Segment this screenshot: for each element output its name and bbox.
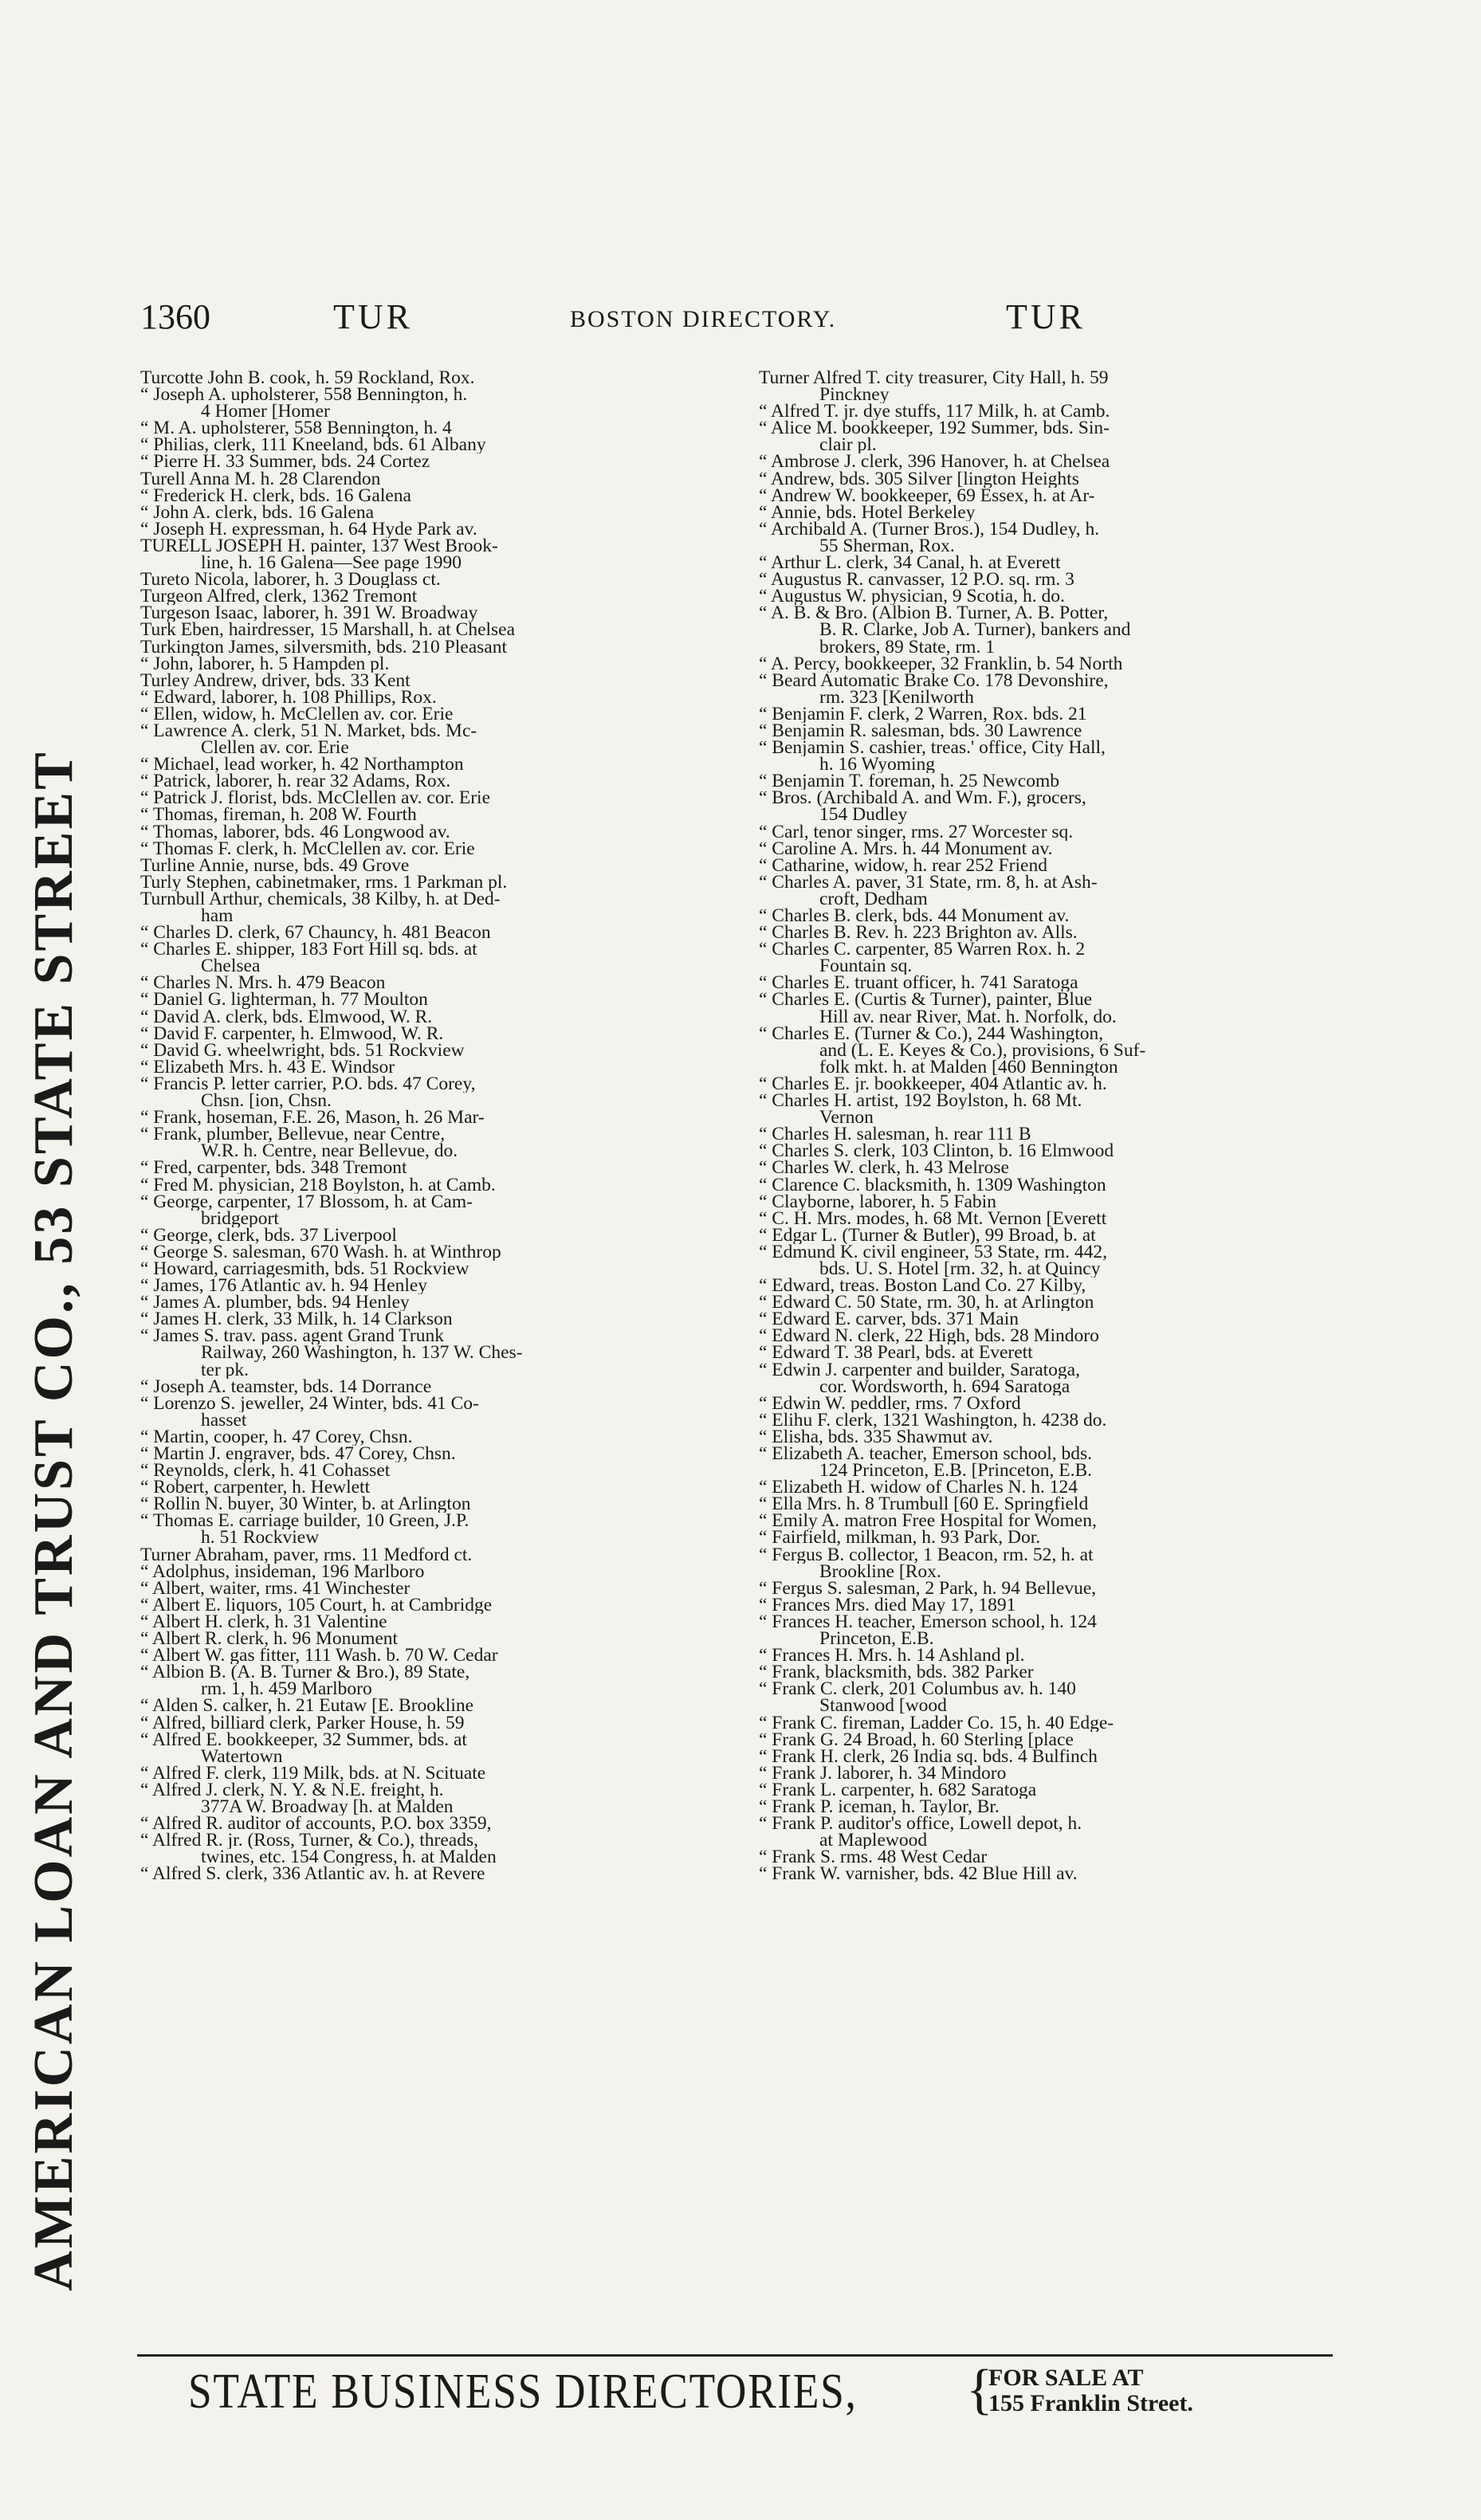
directory-entry-line: “ Howard, carriagesmith, bds. 51 Rockview xyxy=(140,1260,469,1278)
directory-entry-line: “ Albert, waiter, rms. 41 Winchester xyxy=(140,1580,411,1597)
directory-entry-line: “ Alfred F. clerk, 119 Milk, bds. at N. Scituate xyxy=(140,1764,486,1782)
directory-entry-line: “ Edward, treas. Boston Land Co. 27 Kilby, xyxy=(759,1278,1086,1295)
directory-entry-line: “ Joseph H. expressman, h. 64 Hyde Park av. xyxy=(140,520,477,538)
directory-entry-line: ham xyxy=(201,908,234,925)
directory-entry-line: “ Augustus R. canvasser, 12 P.O. sq. rm. 3 xyxy=(759,571,1074,589)
directory-entry-line: “ David F. carpenter, h. Elmwood, W. R. xyxy=(140,1025,444,1042)
directory-entry-line: Chsn. [ion, Chsn. xyxy=(201,1093,332,1110)
directory-entry-line: “ Ambrose J. clerk, 396 Hanover, h. at Chelsea xyxy=(759,453,1110,471)
directory-entry-line: “ Frank C. clerk, 201 Columbus av. h. 140 xyxy=(759,1681,1076,1698)
directory-entry-line: “ Pierre H. 33 Summer, bds. 24 Cortez xyxy=(140,453,430,471)
directory-entry-line: “ Charles B. Rev. h. 223 Brighton av. Alls. xyxy=(759,924,1078,942)
directory-entry-line: Railway, 260 Washington, h. 137 W. Ches- xyxy=(201,1344,523,1362)
directory-entry-line: Chelsea xyxy=(201,958,261,975)
directory-entry-line: “ C. H. Mrs. modes, h. 68 Mt. Vernon [Everett xyxy=(759,1210,1107,1227)
directory-entry-line: “ Frank G. 24 Broad, h. 60 Sterling [place xyxy=(759,1731,1074,1749)
directory-entry-line: Fountain sq. xyxy=(819,958,913,975)
directory-entry-line: “ David G. wheelwright, bds. 51 Rockview xyxy=(140,1042,465,1059)
directory-entry-line: Tureto Nicola, laborer, h. 3 Douglass ct. xyxy=(140,571,441,589)
directory-entry-line: “ Elisha, bds. 335 Shawmut av. xyxy=(759,1428,993,1446)
directory-entry-line: “ Charles A. paver, 31 State, rm. 8, h. at Ash- xyxy=(759,873,1098,891)
directory-entry-line: “ Benjamin S. cashier, treas.' office, City Hall, xyxy=(759,740,1106,757)
directory-entry-line: at Maplewood xyxy=(819,1832,928,1850)
directory-entry-line: “ Alfred, billiard clerk, Parker House, h. 59 xyxy=(140,1714,465,1732)
directory-entry-line: “ Frances H. teacher, Emerson school, h. 124 xyxy=(759,1613,1097,1631)
directory-entry-line: “ Alden S. calker, h. 21 Eutaw [E. Brookline xyxy=(140,1698,474,1715)
directory-entry-line: “ Albert W. gas fitter, 111 Wash. b. 70 W. Cedar xyxy=(140,1647,498,1665)
directory-entry-line: “ Fergus B. collector, 1 Beacon, rm. 52, h. at xyxy=(759,1546,1094,1564)
directory-entry-line: “ Andrew W. bookkeeper, 69 Essex, h. at Ar- xyxy=(759,487,1095,504)
directory-entry-line: “ Fairfield, milkman, h. 93 Park, Dor. xyxy=(759,1529,1041,1547)
directory-entry-line: “ Albert E. liquors, 105 Court, h. at Cambridge xyxy=(140,1596,493,1614)
directory-entry-line: “ Ellen, widow, h. McClellen av. cor. Erie xyxy=(140,705,454,723)
directory-entry-line: h. 51 Rockview xyxy=(201,1529,320,1547)
directory-entry-line: “ Frances H. Mrs. h. 14 Ashland pl. xyxy=(759,1647,1025,1665)
directory-entry-line: clair pl. xyxy=(819,437,877,454)
directory-entry-line: h. 16 Wyoming xyxy=(819,756,936,774)
directory-entry-line: “ Joseph A. upholsterer, 558 Bennington, h. xyxy=(140,387,468,404)
directory-entry-line: Turk Eben, hairdresser, 15 Marshall, h. at Chelsea xyxy=(140,622,516,639)
directory-entry-line: “ Ella Mrs. h. 8 Trumbull [60 E. Springfield xyxy=(759,1496,1089,1513)
directory-entry-line: 377A W. Broadway [h. at Malden xyxy=(201,1798,454,1816)
directory-entry-line: “ Alfred S. clerk, 336 Atlantic av. h. at Revere xyxy=(140,1866,485,1883)
directory-entry-line: “ Clarence C. blacksmith, h. 1309 Washington xyxy=(759,1176,1106,1194)
directory-entry-line: “ Philias, clerk, 111 Kneeland, bds. 61 Albany xyxy=(140,437,486,454)
directory-entry-line: W.R. h. Centre, near Bellevue, do. xyxy=(201,1143,458,1160)
directory-entry-line: “ Alfred E. bookkeeper, 32 Summer, bds. at xyxy=(140,1731,467,1749)
side-advertisement-banner: AMERICAN LOAN AND TRUST CO., 53 STATE STREET xyxy=(23,750,84,2291)
directory-entry-line: “ Michael, lead worker, h. 42 Northampton xyxy=(140,756,464,774)
directory-entry-line: “ Charles S. clerk, 103 Clinton, b. 16 Elmwood xyxy=(759,1143,1114,1160)
directory-entry-line: “ Edward T. 38 Pearl, bds. at Everett xyxy=(759,1344,1033,1362)
directory-entry-line: 124 Princeton, E.B. [Princeton, E.B. xyxy=(819,1462,1093,1480)
directory-entry-line: “ Frederick H. clerk, bds. 16 Galena xyxy=(140,487,411,504)
directory-entry-line: “ James S. trav. pass. agent Grand Trunk xyxy=(140,1328,444,1345)
directory-entry-line: “ Elizabeth A. teacher, Emerson school, bds. xyxy=(759,1446,1093,1463)
directory-entry-line: “ Charles W. clerk, h. 43 Melrose xyxy=(759,1160,1009,1177)
directory-entry-line: TURELL JOSEPH H. painter, 137 West Brook- xyxy=(140,537,498,555)
directory-entry-line: “ Edward E. carver, bds. 371 Main xyxy=(759,1311,1019,1329)
directory-entry-line: Turner Abraham, paver, rms. 11 Medford ct. xyxy=(140,1546,473,1564)
directory-entry-line: Turner Alfred T. city treasurer, City Hall, h. 59 xyxy=(759,370,1109,387)
directory-entry-line: “ Charles H. salesman, h. rear 111 B xyxy=(759,1126,1031,1144)
directory-entry-line: “ James, 176 Atlantic av. h. 94 Henley xyxy=(140,1278,428,1295)
directory-entry-line: “ Edward C. 50 State, rm. 30, h. at Arlington xyxy=(759,1294,1094,1312)
directory-entry-line: “ Elizabeth H. widow of Charles N. h. 124 xyxy=(759,1479,1078,1497)
directory-entry-line: “ Rollin N. buyer, 30 Winter, b. at Arlington xyxy=(140,1496,471,1513)
directory-entry-line: “ M. A. upholsterer, 558 Bennington, h. 4 xyxy=(140,420,452,438)
footer-sale-notice xyxy=(988,2365,1193,2416)
directory-entry-line: “ Elihu F. clerk, 1321 Washington, h. 4238 do. xyxy=(759,1411,1107,1429)
directory-entry-line: brokers, 89 State, rm. 1 xyxy=(819,638,995,656)
directory-entry-line: “ Patrick, laborer, h. rear 32 Adams, Rox. xyxy=(140,773,451,791)
directory-entry-line: B. R. Clarke, Job A. Turner), bankers and xyxy=(819,622,1131,639)
directory-entry-line: “ Martin, cooper, h. 47 Corey, Chsn. xyxy=(140,1428,413,1446)
directory-entry-line: “ John A. clerk, bds. 16 Galena xyxy=(140,504,375,521)
directory-entry-line: line, h. 16 Galena—See page 1990 xyxy=(201,555,462,572)
directory-entry-line: “ Charles H. artist, 192 Boylston, h. 68 Mt. xyxy=(759,1093,1082,1110)
directory-entry-line: Turell Anna M. h. 28 Clarendon xyxy=(140,470,381,488)
directory-entry-line: “ Charles E. truant officer, h. 741 Saratoga xyxy=(759,975,1078,992)
directory-entry-line: “ Carl, tenor singer, rms. 27 Worcester sq. xyxy=(759,823,1074,841)
directory-entry-line: bridgeport xyxy=(201,1210,279,1227)
directory-entry-line: 4 Homer [Homer xyxy=(201,403,330,421)
directory-entry-line: “ Alfred R. auditor of accounts, P.O. box 3359, xyxy=(140,1815,492,1833)
directory-entry-line: “ George S. salesman, 670 Wash. h. at Winthrop xyxy=(140,1243,501,1261)
directory-entry-line: Hill av. near River, Mat. h. Norfolk, do. xyxy=(819,1008,1117,1026)
directory-entry-line: “ Alice M. bookkeeper, 192 Summer, bds. Sin- xyxy=(759,420,1110,438)
directory-entry-line: “ Lawrence A. clerk, 51 N. Market, bds. Mc- xyxy=(140,722,477,740)
directory-entry-line: “ Charles B. clerk, bds. 44 Monument av. xyxy=(759,908,1070,925)
directory-entry-line: “ Charles N. Mrs. h. 479 Beacon xyxy=(140,975,386,992)
directory-entry-line: “ Alfred T. jr. dye stuffs, 117 Milk, h. at Camb. xyxy=(759,403,1110,421)
directory-entry-line: “ Catharine, widow, h. rear 252 Friend xyxy=(759,857,1047,874)
directory-entry-line: “ Reynolds, clerk, h. 41 Cohasset xyxy=(140,1462,391,1480)
directory-entry-line: rm. 323 [Kenilworth xyxy=(819,689,974,706)
directory-entry-line: “ Thomas, laborer, bds. 46 Longwood av. xyxy=(140,823,450,841)
directory-entry-line: “ George, carpenter, 17 Blossom, h. at Cam- xyxy=(140,1193,473,1211)
directory-entry-line: Turley Andrew, driver, bds. 33 Kent xyxy=(140,672,411,689)
directory-entry-line: Vernon xyxy=(819,1109,874,1127)
left-running-head: TUR xyxy=(333,297,413,336)
directory-entry-line: “ Albert R. clerk, h. 96 Monument xyxy=(140,1631,399,1648)
directory-entry-line: “ Frances Mrs. died May 17, 1891 xyxy=(759,1596,1016,1614)
directory-entry-line: “ A. B. & Bro. (Albion B. Turner, A. B. Potter, xyxy=(759,605,1109,622)
directory-entry-line: “ Andrew, bds. 305 Silver [lington Heights xyxy=(759,470,1079,488)
directory-entry-line: “ Francis P. letter carrier, P.O. bds. 47 Corey, xyxy=(140,1075,476,1093)
directory-entry-line: croft, Dedham xyxy=(819,890,928,908)
footer-brace: { xyxy=(966,2359,993,2420)
directory-entry-line: Stanwood [wood xyxy=(819,1698,947,1715)
page-title: BOSTON DIRECTORY. xyxy=(570,306,837,332)
directory-entry-line: “ Edgar L. (Turner & Butler), 99 Broad, b. at xyxy=(759,1227,1096,1244)
footer-rule xyxy=(137,2354,1333,2357)
directory-entry-line: 55 Sherman, Rox. xyxy=(819,537,955,555)
directory-entry-line: “ David A. clerk, bds. Elmwood, W. R. xyxy=(140,1008,433,1026)
directory-entry-line: “ Edmund K. civil engineer, 53 State, rm. 442, xyxy=(759,1243,1107,1261)
directory-entry-line: “ Frank P. auditor's office, Lowell depot, h. xyxy=(759,1815,1082,1833)
directory-entry-line: “ Emily A. matron Free Hospital for Women, xyxy=(759,1513,1097,1530)
directory-entry-line: “ James A. plumber, bds. 94 Henley xyxy=(140,1294,410,1312)
directory-entry-line: “ Beard Automatic Brake Co. 178 Devonshire, xyxy=(759,672,1109,689)
directory-entry-line: hasset xyxy=(201,1411,247,1429)
directory-entry-line: “ Alfred R. jr. (Ross, Turner, & Co.), threads, xyxy=(140,1832,478,1850)
directory-entry-line: “ Charles D. clerk, 67 Chauncy, h. 481 Beacon xyxy=(140,924,491,942)
directory-entry-line: “ Thomas E. carriage builder, 10 Green, J.P. xyxy=(140,1513,469,1530)
directory-entry-line: “ Frank, blacksmith, bds. 382 Parker xyxy=(759,1664,1034,1682)
directory-entry-line: ter pk. xyxy=(201,1361,249,1379)
directory-entry-line: “ Caroline A. Mrs. h. 44 Monument av. xyxy=(759,840,1053,858)
directory-entry-line: Pinckney xyxy=(819,387,890,404)
directory-entry-line: “ Frank, hoseman, F.E. 26, Mason, h. 26 Mar- xyxy=(140,1109,485,1127)
directory-entry-line: “ Frank L. carpenter, h. 682 Saratoga xyxy=(759,1781,1037,1799)
directory-entry-line: “ John, laborer, h. 5 Hampden pl. xyxy=(140,655,390,673)
directory-entry-line: folk mkt. h. at Malden [460 Bennington xyxy=(819,1058,1118,1076)
directory-entry-line: “ Clayborne, laborer, h. 5 Fabin xyxy=(759,1193,996,1211)
directory-entry-line: twines, etc. 154 Congress, h. at Malden xyxy=(201,1849,497,1866)
directory-entry-line: “ Adolphus, insideman, 196 Marlboro xyxy=(140,1563,425,1580)
footer-sale-line2: 155 Franklin Street. xyxy=(988,2390,1193,2416)
directory-entry-line: Clellen av. cor. Erie xyxy=(201,740,349,757)
directory-entry-line: “ Charles E. shipper, 183 Fort Hill sq. bds. at xyxy=(140,941,477,959)
page-number: 1360 xyxy=(140,297,210,336)
directory-entry-line: Turkington James, silversmith, bds. 210 Pleasant xyxy=(140,638,507,656)
directory-entry-line: “ Charles C. carpenter, 85 Warren Rox. h. 2 xyxy=(759,941,1086,959)
directory-entry-line: “ Frank J. laborer, h. 34 Mindoro xyxy=(759,1764,1007,1782)
directory-entry-line: “ Fred M. physician, 218 Boylston, h. at Camb. xyxy=(140,1176,496,1194)
directory-entry-line: “ Annie, bds. Hotel Berkeley xyxy=(759,504,976,521)
directory-entry-line: “ Albert H. clerk, h. 31 Valentine xyxy=(140,1613,387,1631)
directory-entry-line: “ Frank P. iceman, h. Taylor, Br. xyxy=(759,1798,1000,1816)
directory-entry-line: “ Charles E. (Curtis & Turner), painter, Blue xyxy=(759,991,1093,1009)
directory-entry-line: “ Frank H. clerk, 26 India sq. bds. 4 Bulfinch xyxy=(759,1748,1098,1765)
directory-entry-line: “ Martin J. engraver, bds. 47 Corey, Chsn. xyxy=(140,1446,456,1463)
directory-entry-line: “ Bros. (Archibald A. and Wm. F.), grocers, xyxy=(759,790,1086,807)
directory-entry-line: “ Frank W. varnisher, bds. 42 Blue Hill av. xyxy=(759,1866,1078,1883)
right-column xyxy=(759,370,1333,1882)
directory-entry-line: rm. 1, h. 459 Marlboro xyxy=(201,1681,372,1698)
directory-entry-line: “ Frank, plumber, Bellevue, near Centre, xyxy=(140,1126,446,1144)
directory-entry-line: bds. U. S. Hotel [rm. 32, h. at Quincy xyxy=(819,1260,1101,1278)
directory-entry-line: Turnbull Arthur, chemicals, 38 Kilby, h. at Ded- xyxy=(140,890,501,908)
directory-entry-line: “ Frank C. fireman, Ladder Co. 15, h. 40 Edge- xyxy=(759,1714,1114,1732)
directory-entry-line: and (L. E. Keyes & Co.), provisions, 6 Suf- xyxy=(819,1042,1146,1059)
directory-entry-line: “ Edwin J. carpenter and builder, Saratoga, xyxy=(759,1361,1080,1379)
directory-entry-line: “ Archibald A. (Turner Bros.), 154 Dudley, h. xyxy=(759,520,1100,538)
directory-entry-line: “ Arthur L. clerk, 34 Canal, h. at Everett xyxy=(759,555,1061,572)
directory-entry-line: Turline Annie, nurse, bds. 49 Grove xyxy=(140,857,410,874)
directory-entry-line: “ Edwin W. peddler, rms. 7 Oxford xyxy=(759,1395,1021,1412)
directory-entry-line: “ Edward N. clerk, 22 High, bds. 28 Mindoro xyxy=(759,1328,1099,1345)
footer-advertisement: STATE BUSINESS DIRECTORIES, xyxy=(188,2365,858,2419)
directory-entry-line: “ Thomas F. clerk, h. McClellen av. cor. Erie xyxy=(140,840,475,858)
directory-entry-line: “ Alfred J. clerk, N. Y. & N.E. freight, h. xyxy=(140,1781,444,1799)
directory-entry-line: Brookline [Rox. xyxy=(819,1563,941,1580)
directory-entry-line: Princeton, E.B. xyxy=(819,1631,934,1648)
footer-sale-line1: FOR SALE AT xyxy=(988,2365,1144,2391)
left-column xyxy=(140,370,757,1882)
directory-entry-line: “ Fergus S. salesman, 2 Park, h. 94 Bellevue, xyxy=(759,1580,1097,1597)
directory-entry-line: “ Joseph A. teamster, bds. 14 Dorrance xyxy=(140,1378,432,1395)
directory-entry-line: 154 Dudley xyxy=(819,807,908,824)
directory-entry-line: “ Fred, carpenter, bds. 348 Tremont xyxy=(140,1160,407,1177)
directory-entry-line: “ Patrick J. florist, bds. McClellen av. cor. Erie xyxy=(140,790,490,807)
directory-entry-line: “ George, clerk, bds. 37 Liverpool xyxy=(140,1227,397,1244)
directory-entry-line: Watertown xyxy=(201,1748,283,1765)
directory-entry-line: “ A. Percy, bookkeeper, 32 Franklin, b. 54 North xyxy=(759,655,1123,673)
directory-entry-line: “ Lorenzo S. jeweller, 24 Winter, bds. 41 Co- xyxy=(140,1395,479,1412)
directory-entry-line: “ Elizabeth Mrs. h. 43 E. Windsor xyxy=(140,1058,395,1076)
right-running-head: TUR xyxy=(1006,297,1086,336)
directory-entry-line: “ Albion B. (A. B. Turner & Bro.), 89 State, xyxy=(140,1664,470,1682)
directory-entry-line: Turly Stephen, cabinetmaker, rms. 1 Parkman pl. xyxy=(140,873,508,891)
directory-entry-line: “ Frank S. rms. 48 West Cedar xyxy=(759,1849,988,1866)
directory-entry-line: “ Charles E. (Turner & Co.), 244 Washington, xyxy=(759,1025,1104,1042)
directory-entry-line: “ Augustus W. physician, 9 Scotia, h. do. xyxy=(759,588,1065,606)
directory-entry-line: “ Benjamin T. foreman, h. 25 Newcomb xyxy=(759,773,1059,791)
directory-entry-line: Turgeson Isaac, laborer, h. 391 W. Broadway xyxy=(140,605,478,622)
directory-entry-line: “ Thomas, fireman, h. 208 W. Fourth xyxy=(140,807,417,824)
directory-entry-line: “ Daniel G. lighterman, h. 77 Moulton xyxy=(140,991,428,1009)
directory-entry-line: “ Charles E. jr. bookkeeper, 404 Atlantic av. h. xyxy=(759,1075,1107,1093)
directory-entry-line: “ Benjamin R. salesman, bds. 30 Lawrence xyxy=(759,722,1082,740)
directory-entry-line: Turcotte John B. cook, h. 59 Rockland, Rox. xyxy=(140,370,475,387)
directory-entry-line: “ Benjamin F. clerk, 2 Warren, Rox. bds. 21 xyxy=(759,705,1087,723)
directory-entry-line: cor. Wordsworth, h. 694 Saratoga xyxy=(819,1378,1070,1395)
directory-entry-line: Turgeon Alfred, clerk, 1362 Tremont xyxy=(140,588,418,606)
directory-entry-line: “ Robert, carpenter, h. Hewlett xyxy=(140,1479,371,1497)
directory-entry-line: “ Edward, laborer, h. 108 Phillips, Rox. xyxy=(140,689,437,706)
directory-entry-line: “ James H. clerk, 33 Milk, h. 14 Clarkson xyxy=(140,1311,453,1329)
